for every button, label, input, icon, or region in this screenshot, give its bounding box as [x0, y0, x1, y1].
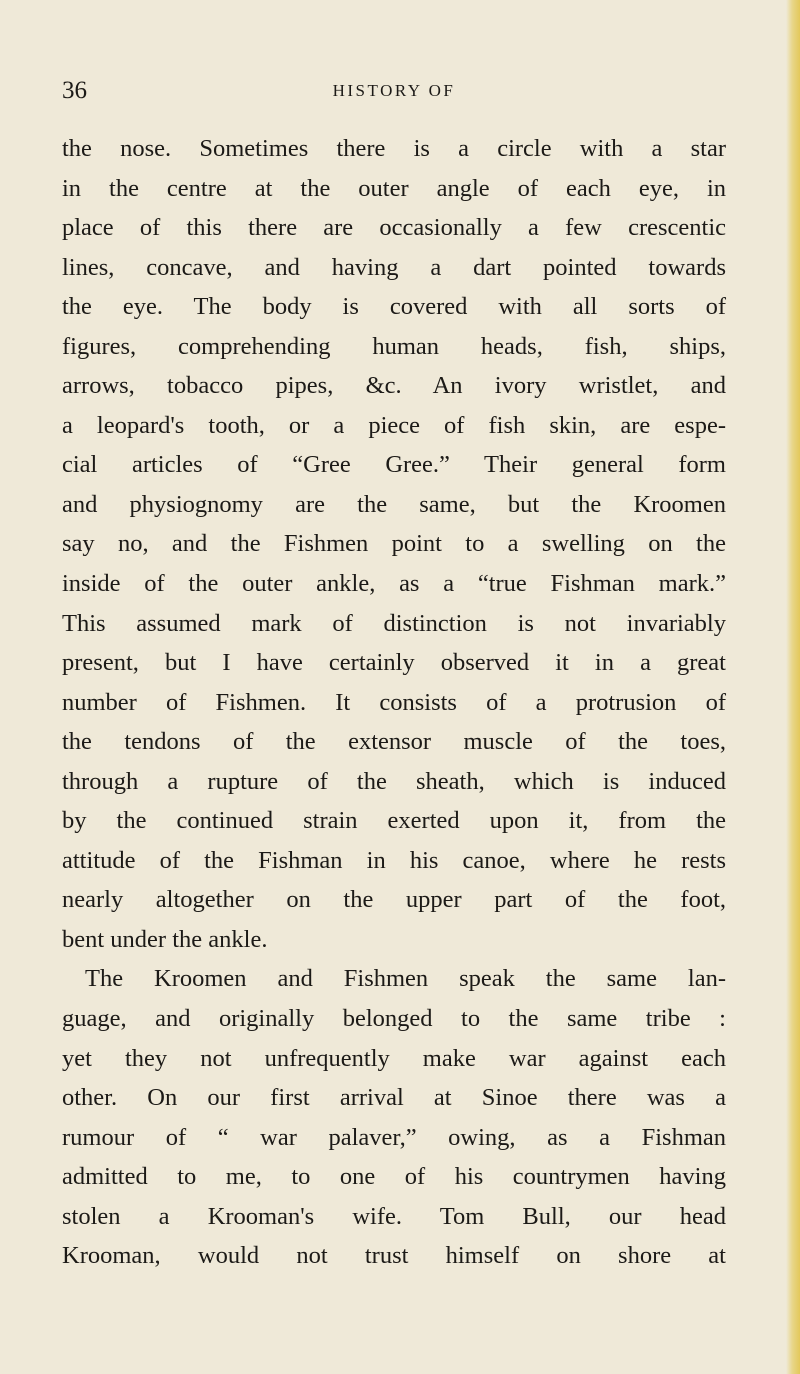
- text-line: guage, and originally belonged to the same tribe :: [62, 1005, 726, 1033]
- text-line: This assumed mark of distinction is not invariably: [62, 609, 726, 637]
- text-line: number of Fishmen. It consists of a protrusion of: [62, 688, 726, 716]
- text-line: attitude of the Fishman in his canoe, where he rests: [62, 846, 726, 874]
- text-line: rumour of “ war palaver,” owing, as a Fishman: [62, 1123, 726, 1151]
- text-line: the nose. Sometimes there is a circle with a star: [62, 135, 726, 162]
- text-line: the eye. The body is covered with all sorts of: [62, 293, 726, 321]
- text-line: figures, comprehending human heads, fish, ships,: [62, 332, 726, 360]
- text-line: inside of the outer ankle, as a “true Fishman mark.”: [62, 570, 726, 598]
- body-text: [62, 129, 726, 1276]
- text-line: nearly altogether on the upper part of the foot,: [62, 886, 726, 914]
- text-line: The Kroomen and Fishmen speak the same lan-: [85, 965, 726, 993]
- text-line: through a rupture of the sheath, which is induced: [62, 767, 726, 795]
- text-line: bent under the ankle.: [62, 925, 268, 953]
- page-number: 36: [62, 77, 87, 104]
- text-line: the tendons of the extensor muscle of the toes,: [62, 728, 726, 756]
- text-line: cial articles of “Gree Gree.” Their general form: [62, 451, 726, 479]
- text-line: and physiognomy are the same, but the Kroomen: [62, 490, 726, 518]
- text-line: present, but I have certainly observed it in a great: [62, 649, 726, 677]
- text-line: in the centre at the outer angle of each eye, in: [62, 174, 726, 202]
- text-line: Krooman, would not trust himself on shore at: [62, 1242, 726, 1270]
- text-line: stolen a Krooman's wife. Tom Bull, our head: [62, 1202, 726, 1230]
- running-head: HISTORY OF: [332, 81, 456, 100]
- text-line: yet they not unfrequently make war against each: [62, 1044, 726, 1072]
- text-line: arrows, tobacco pipes, &c. An ivory wristlet, and: [62, 372, 726, 400]
- page-edge-gilt: [786, 0, 800, 1374]
- text-line: lines, concave, and having a dart pointed towards: [62, 253, 726, 281]
- page-header: [62, 76, 726, 106]
- text-line: other. On our first arrival at Sinoe there was a: [62, 1084, 726, 1112]
- text-line: a leopard's tooth, or a piece of fish skin, are espe-: [62, 411, 726, 439]
- text-line: by the continued strain exerted upon it, from the: [62, 807, 726, 835]
- text-line: admitted to me, to one of his countrymen having: [62, 1163, 726, 1191]
- text-line: place of this there are occasionally a few crescentic: [62, 214, 726, 242]
- text-line: say no, and the Fishmen point to a swelling on the: [62, 530, 726, 558]
